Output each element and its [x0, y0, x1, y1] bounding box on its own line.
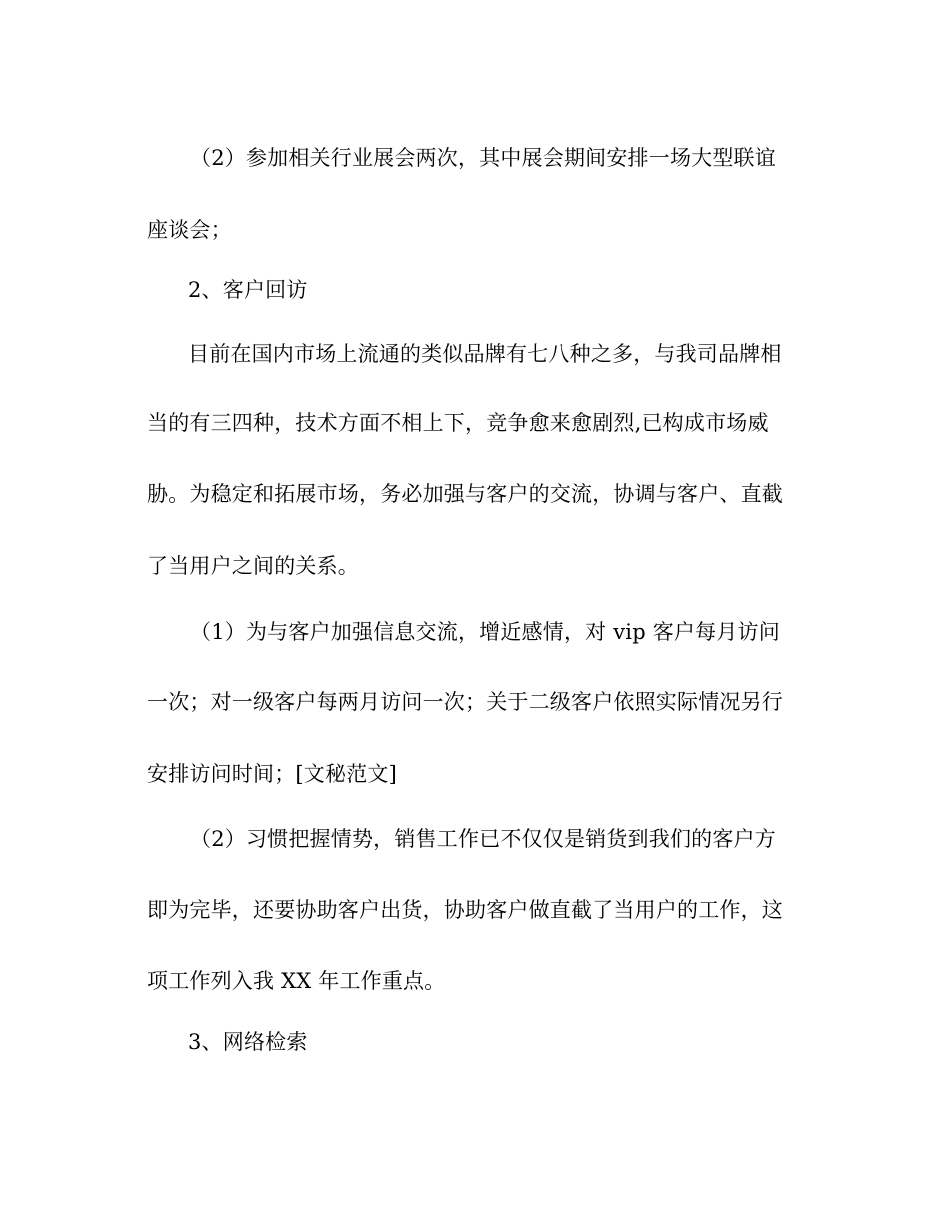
text-line-9: 一次；对一级客户每两月访问一次；关于二级客户依照实际情况另行 — [147, 690, 783, 714]
text-line-5: 当的有三四种，技术方面不相上下，竞争愈来愈剧烈,已构成市场威 — [147, 411, 769, 435]
text-line-4: 目前在国内市场上流通的类似品牌有七八种之多，与我司品牌相 — [188, 342, 782, 366]
text-line-1: （2）参加相关行业展会两次，其中展会期间安排一场大型联谊 — [190, 146, 776, 170]
text-line-12: 即为完毕，还要协助客户出货，协助客户做直截了当用户的工作，这 — [147, 898, 783, 922]
text-line-13: 项工作列入我 XX 年工作重点。 — [147, 969, 446, 993]
section-heading-customer-visit: 2、客户回访 — [188, 278, 308, 302]
text-line-2: 座谈会； — [147, 218, 232, 242]
section-heading-web-search: 3、网络检索 — [188, 1030, 308, 1054]
text-line-6: 胁。为稳定和拓展市场，务必加强与客户的交流，协调与客户、直截 — [147, 482, 783, 506]
text-line-7: 了当用户之间的关系。 — [147, 554, 359, 578]
text-line-11: （2）习惯把握情势，销售工作已不仅仅是销货到我们的客户方 — [190, 827, 776, 851]
text-line-8: （1）为与客户加强信息交流，增近感情，对 vip 客户每月访问 — [190, 620, 780, 644]
text-line-10: 安排访问时间；[文秘范文] — [147, 762, 397, 786]
